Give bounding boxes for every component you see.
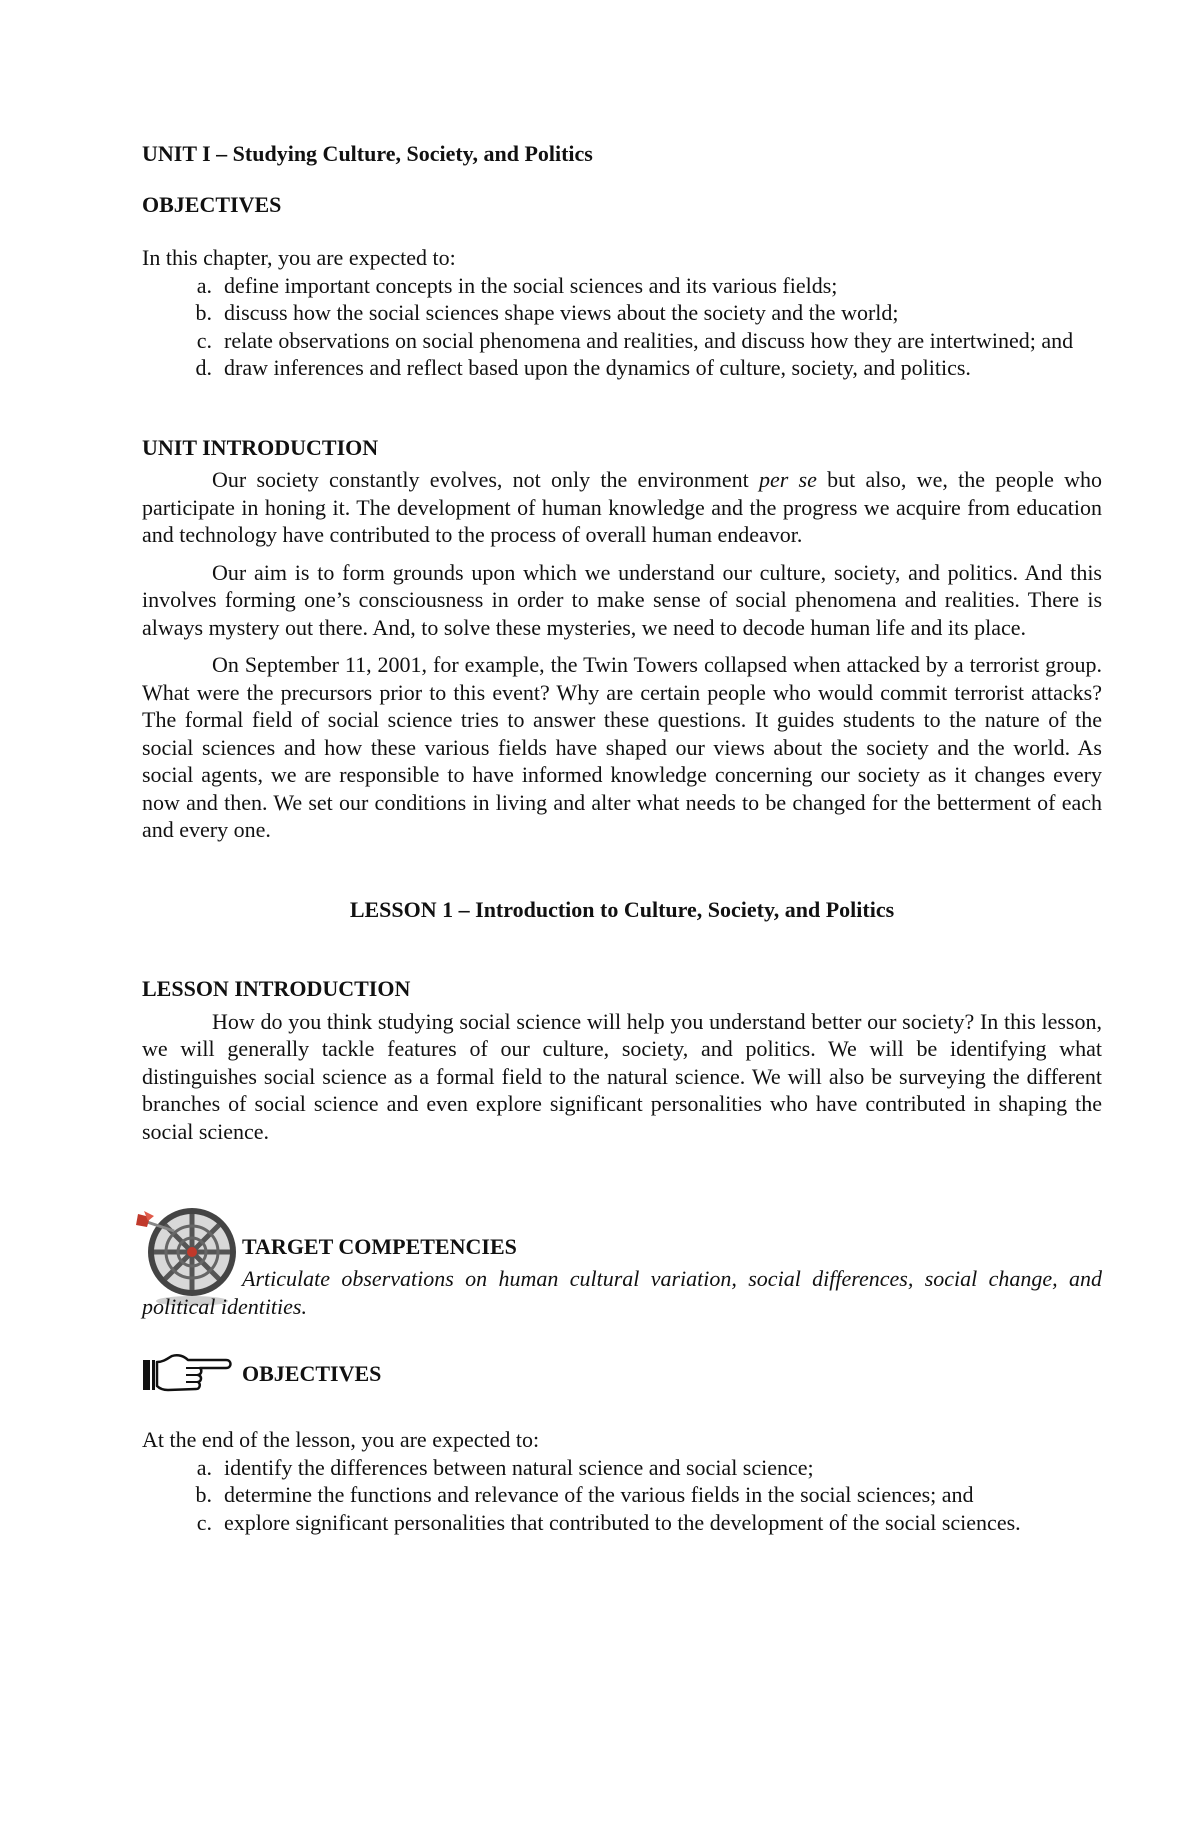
lesson-title: LESSON 1 – Introduction to Culture, Society, and Politics [349,896,895,922]
unit-objectives-list [142,272,1102,382]
page-content [142,140,1102,1536]
lesson-objectives-heading: OBJECTIVES [242,1361,382,1386]
list-marker: c. [196,1509,212,1535]
list-text: identify the differences between natural science and social science; [224,1454,814,1480]
unit-introduction-heading: UNIT INTRODUCTION [142,434,379,460]
intro-p1-italic: per se [758,467,817,492]
list-marker: a. [196,1454,212,1480]
target-competencies-text: Articulate observations on human cultural variation, social differences, social change, and political identities. [142,1266,1102,1319]
unit-intro-paragraph-3: On September 11, 2001, for example, the Twin Towers collapsed when attacked by a terrorist group. What were the precursors prior to this event? Why are certain people who would commit terrorist attacks? The formal field of social science tries to answer these questions. It guides students to the nature of the social sciences and how these various fields have shaped our views about the society and the world. As social agents, we are responsible to have informed knowledge concerning our society as it changes every now and then. We set our conditions in living and alter what needs to be changed for the betterment of each and every one. [142,652,1102,842]
unit-objectives-heading: OBJECTIVES [142,191,282,217]
intro-p1-after: but also, we, the people who participate in honing it. The development of human knowledge and the progress we acquire from education and technology have contributed to the process of overall human endeavor. [142,467,1102,547]
list-text: relate observations on social phenomena and realities, and discuss how they are intertwined; and [224,327,1074,353]
list-item [142,1481,1102,1509]
lesson-intro-paragraph: How do you think studying social science will help you understand better our society? In this lesson, we will generally tackle features of our culture, society, and politics. We will be identifying what distinguishes social science as a formal field to the natural science. We will also be surveying the different branches of social science and even explore significant personalities who have contributed in shaping the social science. [142,1008,1102,1144]
list-text: discuss how the social sciences shape views about the society and the world; [224,300,899,325]
list-item [142,1509,1102,1537]
list-marker: b. [195,300,212,325]
lesson-introduction-heading: LESSON INTRODUCTION [142,976,411,1001]
list-item [142,1454,1102,1482]
list-marker: a. [196,272,212,298]
target-competencies-block [142,1197,1102,1319]
unit-intro-paragraph-1 [142,466,1102,549]
list-text: draw inferences and reflect based upon the dynamics of culture, society, and politics. [224,355,971,380]
list-marker: b. [195,1482,212,1507]
list-item [142,299,1102,327]
list-item [142,327,1102,355]
list-item [142,354,1102,382]
unit-intro-paragraph-2: Our aim is to form grounds upon which we understand our culture, society, and politics. And this involves forming one’s consciousness in order to make sense of social phenomena and realities. There is always mystery out there. And, to solve these mysteries, we need to decode human life and its place. [142,559,1102,640]
unit-objectives-intro: In this chapter, you are expected to: [142,245,456,270]
unit-title: UNIT I – Studying Culture, Society, and Politics [142,141,593,166]
intro-p1-before: Our society constantly evolves, not only the environment [212,467,759,492]
lesson-objectives-block [142,1352,1102,1400]
target-competencies-heading: TARGET COMPETENCIES [242,1234,517,1259]
list-text: explore significant personalities that contributed to the development of the social sciences. [224,1509,1021,1535]
target-text-wrap [142,1265,1102,1320]
list-text: determine the functions and relevance of the various fields in the social sciences; and [224,1482,974,1507]
list-item [142,272,1102,300]
lesson-objectives-list [142,1454,1102,1537]
lesson-objectives-intro: At the end of the lesson, you are expected to: [142,1427,540,1452]
list-text: define important concepts in the social sciences and its various fields; [224,272,838,298]
pointing-hand-icon [142,1352,234,1396]
list-marker: d. [195,355,212,380]
list-marker: c. [196,327,212,353]
